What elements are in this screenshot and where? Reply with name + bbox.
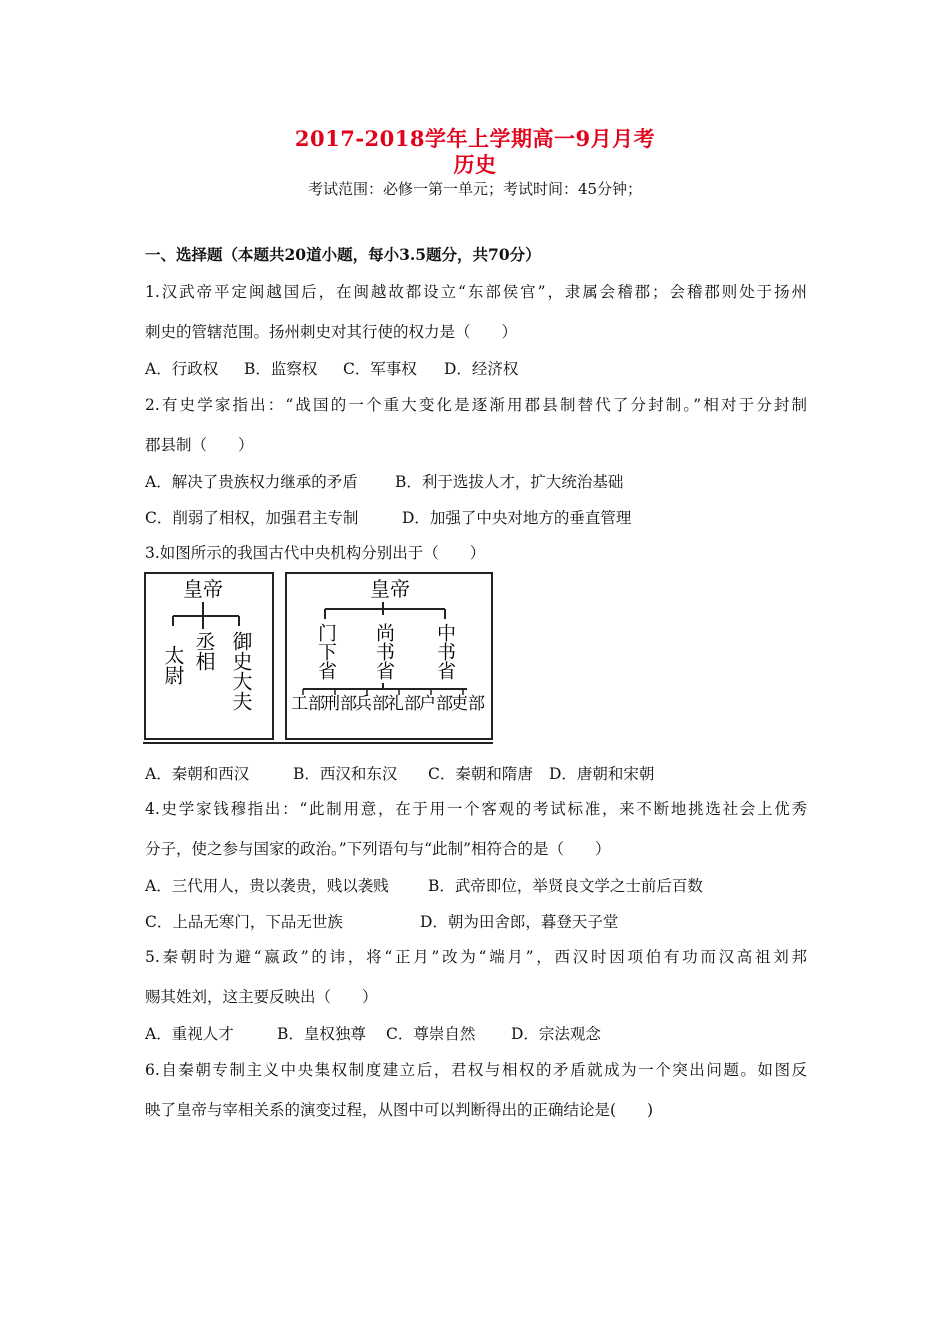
- question-2-option-b: B．利于选拔人才，扩大统治基础: [395, 473, 624, 491]
- question-1-stem-line-1: 1.汉武帝平定闽越国后，在闽越故都设立“东部侯官”，隶属会稽郡；会稽郡则处于扬州: [145, 283, 807, 301]
- question-1-option-c: C．军事权: [343, 360, 417, 378]
- question-6-stem-line-2: 映了皇帝与宰相关系的演变过程，从图中可以判断得出的正确结论是( ): [145, 1101, 654, 1119]
- central-institutions-figure: [143, 571, 495, 747]
- question-4-stem-line-1: 4.史学家钱穆指出：“此制用意，在于用一个客观的考试标准，来不断地挑选社会上优秀: [145, 800, 807, 818]
- question-4-stem-line-2: 分子，使之参与国家的政治。”下列语句与“此制”相符合的是（ ）: [145, 840, 611, 858]
- question-3-stem: 3.如图所示的我国古代中央机构分别出于（ ）: [145, 544, 486, 562]
- question-3-option-d: D．唐朝和宋朝: [549, 765, 655, 783]
- question-4-option-b: B．武帝即位，举贤良文学之士前后百数: [428, 877, 703, 895]
- question-4-option-d: D．朝为田舍郎，暮登天子堂: [420, 913, 619, 931]
- question-5-option-c: C．尊崇自然: [386, 1025, 476, 1043]
- right-branch-shangshu: 尚书省: [373, 623, 395, 680]
- question-2-option-a: A．解决了贵族权力继承的矛盾: [145, 473, 358, 491]
- question-1-option-b: B．监察权: [244, 360, 318, 378]
- question-3-option-a: A．秦朝和西汉: [145, 765, 250, 783]
- exam-title: 2017-2018学年上学期高一9月月考: [294, 126, 656, 151]
- question-5-option-b: B．皇权独尊: [277, 1025, 366, 1043]
- ministry-gong: 工部: [291, 694, 325, 714]
- right-branch-zhongshu: 中书省: [434, 623, 456, 680]
- question-1-option-d: D．经济权: [444, 360, 519, 378]
- section-heading: 一、选择题（本题共20道小题，每小3.5题分，共70分）: [145, 245, 541, 264]
- question-6-stem-line-1: 6.自秦朝专制主义中央集权制度建立后，君权与相权的矛盾就成为一个突出问题。如图反: [145, 1061, 807, 1079]
- ministry-xing: 刑部: [323, 694, 357, 714]
- question-1-stem-line-2: 刺史的管辖范围。扬州刺史对其行使的权力是（ ）: [145, 323, 518, 341]
- left-emperor: 皇帝: [183, 577, 223, 601]
- right-emperor: 皇帝: [370, 577, 410, 601]
- question-5-option-a: A．重视人才: [145, 1025, 234, 1043]
- question-5-stem-line-1: 5.秦朝时为避“嬴政”的讳，将“正月”改为“端月”，西汉时因项伯有功而汉高祖刘邦: [145, 948, 807, 966]
- question-3-option-b: B．西汉和东汉: [293, 765, 398, 783]
- question-2-stem-line-1: 2.有史学家指出：“战国的一个重大变化是逐渐用郡县制替代了分封制。”相对于分封制: [145, 396, 807, 414]
- question-5-stem-line-2: 赐其姓刘，这主要反映出（ ）: [145, 988, 378, 1006]
- left-branch-taiwei: 太尉: [161, 645, 185, 685]
- left-branch-yushidafu: 御史大夫: [229, 631, 253, 711]
- question-2-option-c: C．削弱了相权，加强君主专制: [145, 509, 359, 527]
- ministry-bing: 兵部: [355, 694, 389, 714]
- question-3-option-c: C．秦朝和隋唐: [428, 765, 533, 783]
- question-1-option-a: A．行政权: [145, 360, 219, 378]
- left-branch-chengxiang: 丞相: [192, 631, 216, 671]
- question-2-stem-line-2: 郡县制（ ）: [145, 436, 254, 454]
- ministry-hu: 户部: [419, 694, 453, 714]
- ministry-li: 礼部: [387, 694, 421, 714]
- ministry-libu: 吏部: [451, 694, 485, 714]
- question-4-option-c: C．上品无寒门，下品无世族: [145, 913, 343, 931]
- question-4-option-a: A．三代用人，贵以袭贵，贱以袭贱: [145, 877, 389, 895]
- exam-subject: 历史: [453, 152, 497, 177]
- question-5-option-d: D．宗法观念: [511, 1025, 601, 1043]
- question-2-option-d: D．加强了中央对地方的垂直管理: [402, 509, 632, 527]
- right-branch-menxia: 门下省: [315, 623, 337, 680]
- exam-scope: 考试范围：必修一第一单元；考试时间：45分钟；: [307, 180, 643, 198]
